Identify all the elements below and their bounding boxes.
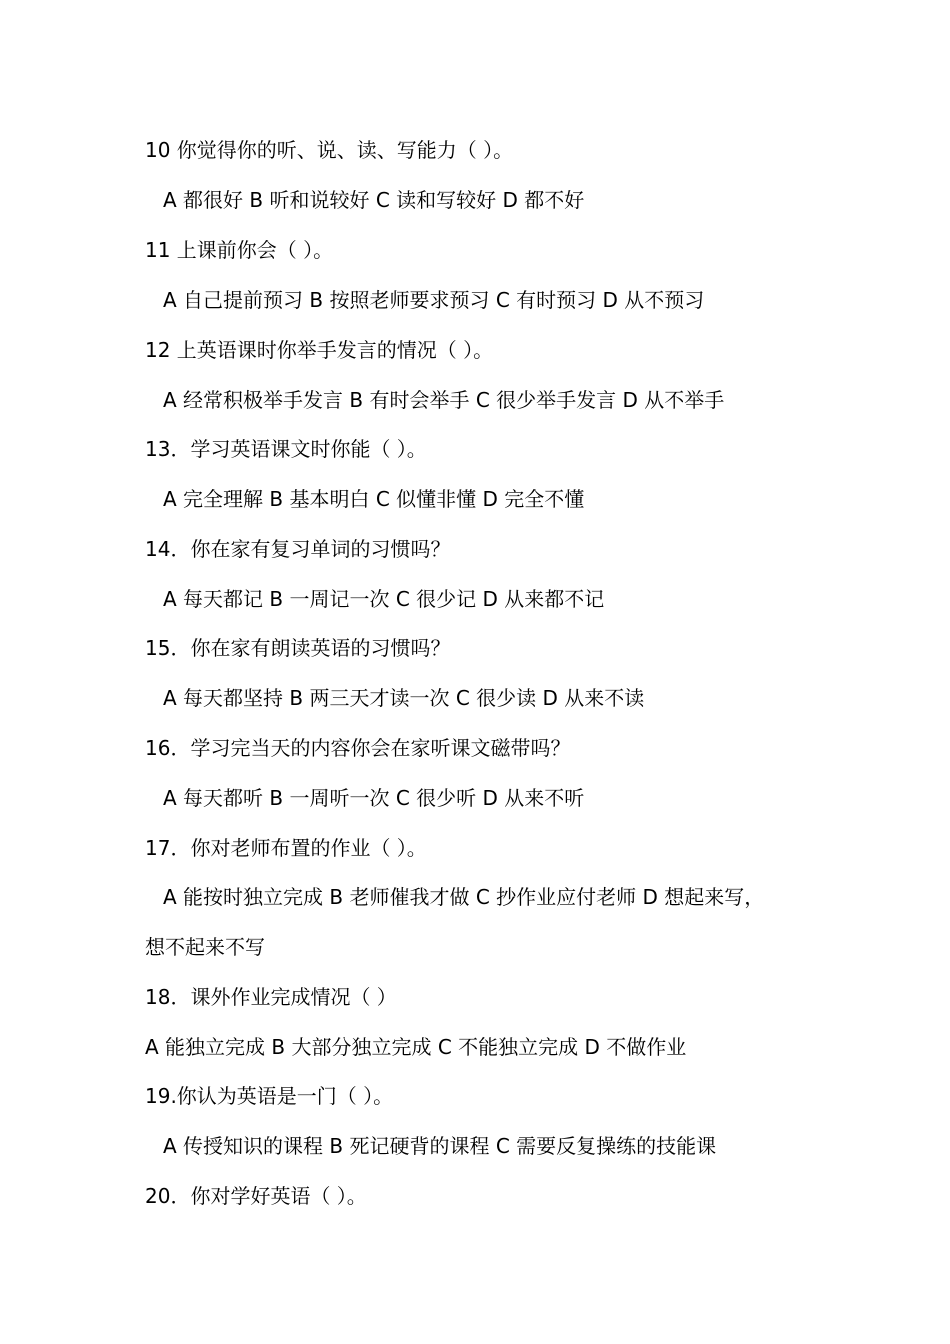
options-16: A 每天都听 B 一周听一次 C 很少听 D 从来不听 <box>163 786 585 810</box>
options-12: A 经常积极举手发言 B 有时会举手 C 很少举手发言 D 从不举手 <box>163 388 725 412</box>
options-14: A 每天都记 B 一周记一次 C 很少记 D 从来都不记 <box>163 587 605 611</box>
options-11: A 自己提前预习 B 按照老师要求预习 C 有时预习 D 从不预习 <box>163 288 705 312</box>
question-16: 16．学习完当天的内容你会在家听课文磁带吗？ <box>145 736 571 760</box>
question-11: 11 上课前你会（ ）。 <box>145 238 334 262</box>
question-19: 19.你认为英语是一门（ ）。 <box>145 1084 394 1108</box>
options-17-continued: 想不起来不写 <box>145 935 265 959</box>
options-15: A 每天都坚持 B 两三天才读一次 C 很少读 D 从来不读 <box>163 686 645 710</box>
options-13: A 完全理解 B 基本明白 C 似懂非懂 D 完全不懂 <box>163 487 585 511</box>
question-15: 15．你在家有朗读英语的习惯吗？ <box>145 636 451 660</box>
question-18: 18．课外作业完成情况（ ） <box>145 985 397 1009</box>
question-17: 17．你对老师布置的作业（ ）。 <box>145 836 427 860</box>
question-10: 10 你觉得你的听、说、读、写能力（ ）。 <box>145 138 514 162</box>
question-13: 13．学习英语课文时你能（ ）。 <box>145 437 427 461</box>
options-19: A 传授知识的课程 B 死记硬背的课程 C 需要反复操练的技能课 <box>163 1134 717 1158</box>
options-18: A 能独立完成 B 大部分独立完成 C 不能独立完成 D 不做作业 <box>145 1035 687 1059</box>
question-14: 14．你在家有复习单词的习惯吗？ <box>145 537 451 561</box>
options-17: A 能按时独立完成 B 老师催我才做 C 抄作业应付老师 D 想起来写， <box>163 885 765 909</box>
question-12: 12 上英语课时你举手发言的情况（ ）。 <box>145 338 494 362</box>
options-10: A 都很好 B 听和说较好 C 读和写较好 D 都不好 <box>163 188 585 212</box>
question-20: 20．你对学好英语（ ）。 <box>145 1184 367 1208</box>
